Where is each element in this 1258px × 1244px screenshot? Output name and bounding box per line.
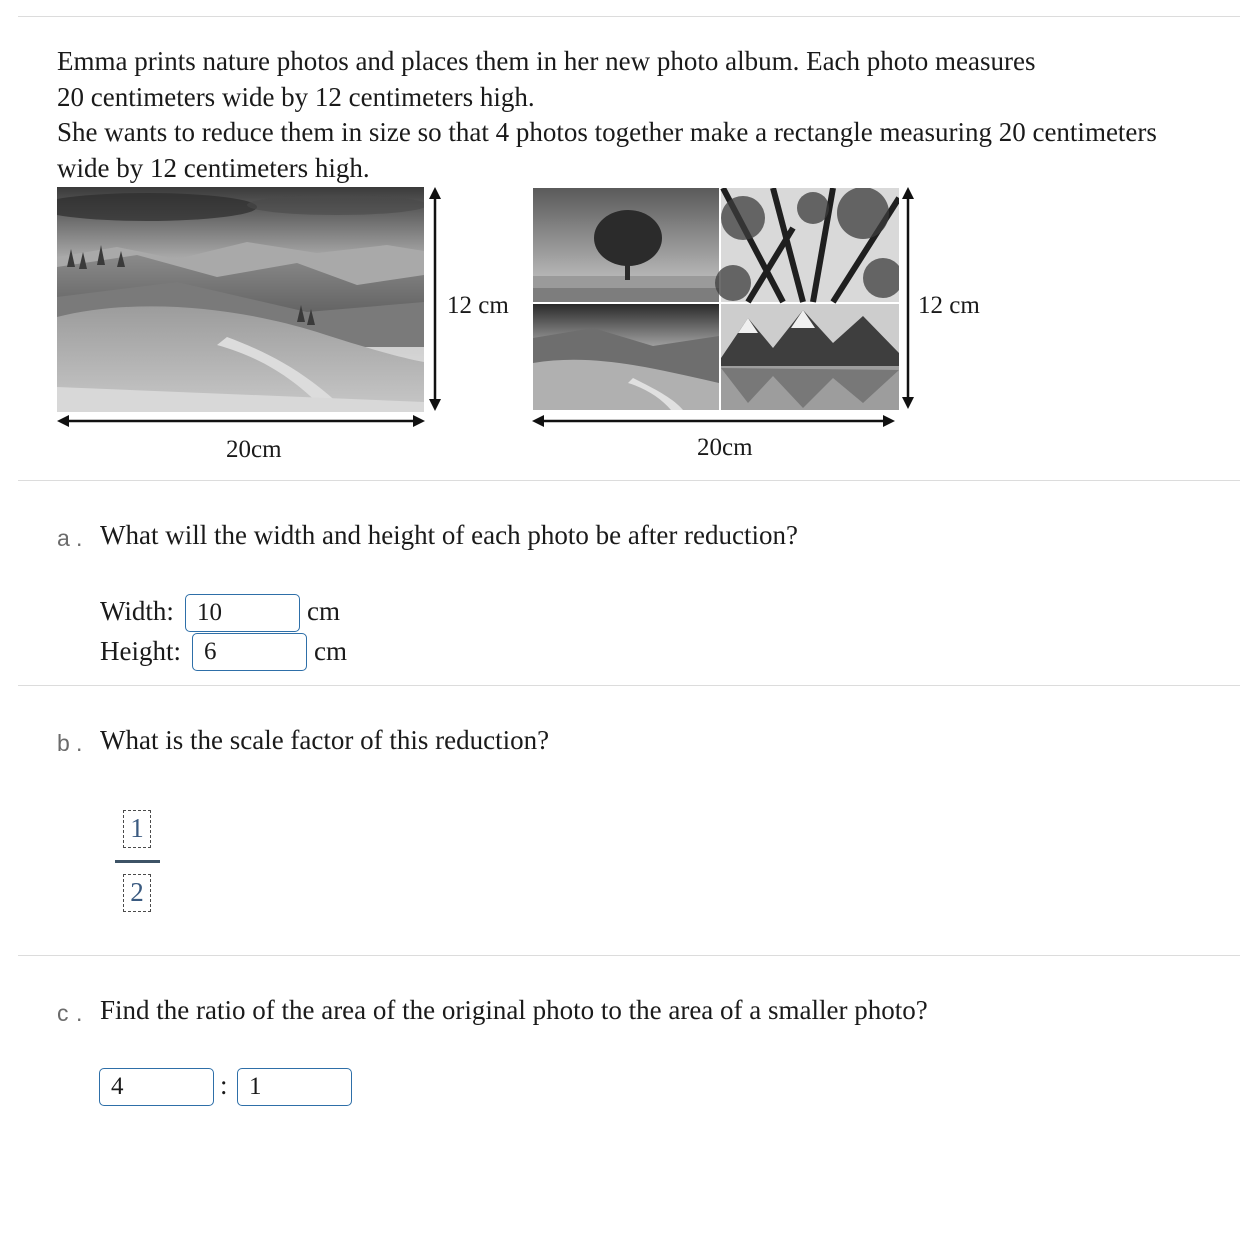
part-a-letter: a bbox=[57, 525, 70, 551]
original-width-label: 20cm bbox=[226, 436, 282, 463]
part-a-dot: . bbox=[76, 525, 83, 551]
part-c-question: Find the ratio of the area of the original photo to the area of a smaller photo? bbox=[100, 995, 928, 1025]
original-height-label: 12 cm bbox=[447, 292, 509, 319]
problem-line-4: wide by 12 centimeters high. bbox=[57, 152, 370, 183]
problem-statement bbox=[57, 44, 1237, 186]
part-c-letter: c bbox=[57, 1000, 69, 1026]
ratio-left-input[interactable] bbox=[99, 1068, 214, 1106]
reduced-height-label: 12 cm bbox=[918, 292, 980, 319]
problem-line-3: She wants to reduce them in size so that 4 photos together make a rectangle measuring 20 centimeters bbox=[57, 117, 1157, 147]
reduced-width-label: 20cm bbox=[697, 434, 753, 461]
part-b-question: What is the scale factor of this reduction? bbox=[100, 725, 550, 755]
divider-c bbox=[18, 955, 1240, 956]
height-input[interactable] bbox=[192, 633, 307, 671]
original-landscape-photo bbox=[57, 187, 424, 412]
part-a-question: What will the width and height of each photo be after reduction? bbox=[100, 520, 799, 550]
reduced-photos-composite bbox=[533, 188, 899, 410]
part-b-letter: b bbox=[57, 730, 70, 756]
problem-line-2: 20 centimeters wide by 12 centimeters high. bbox=[57, 81, 535, 112]
fraction-bar bbox=[115, 860, 160, 863]
divider-a bbox=[18, 480, 1240, 481]
fraction-denominator-input[interactable]: 2 bbox=[123, 874, 151, 912]
width-unit: cm bbox=[307, 596, 340, 626]
width-input[interactable] bbox=[185, 594, 300, 632]
problem-line-1: Emma prints nature photos and places them in her new photo album. Each photo measures bbox=[57, 46, 1036, 76]
fraction-numerator-input[interactable]: 1 bbox=[123, 810, 151, 848]
part-b-dot: . bbox=[76, 730, 83, 756]
width-label: Width: bbox=[100, 596, 174, 626]
divider-b bbox=[18, 685, 1240, 686]
part-c-dot: . bbox=[76, 1000, 83, 1026]
height-unit: cm bbox=[314, 636, 347, 666]
ratio-separator: : bbox=[220, 1070, 228, 1100]
top-divider bbox=[18, 16, 1240, 17]
ratio-right-input[interactable] bbox=[237, 1068, 352, 1106]
height-label: Height: bbox=[100, 636, 181, 666]
